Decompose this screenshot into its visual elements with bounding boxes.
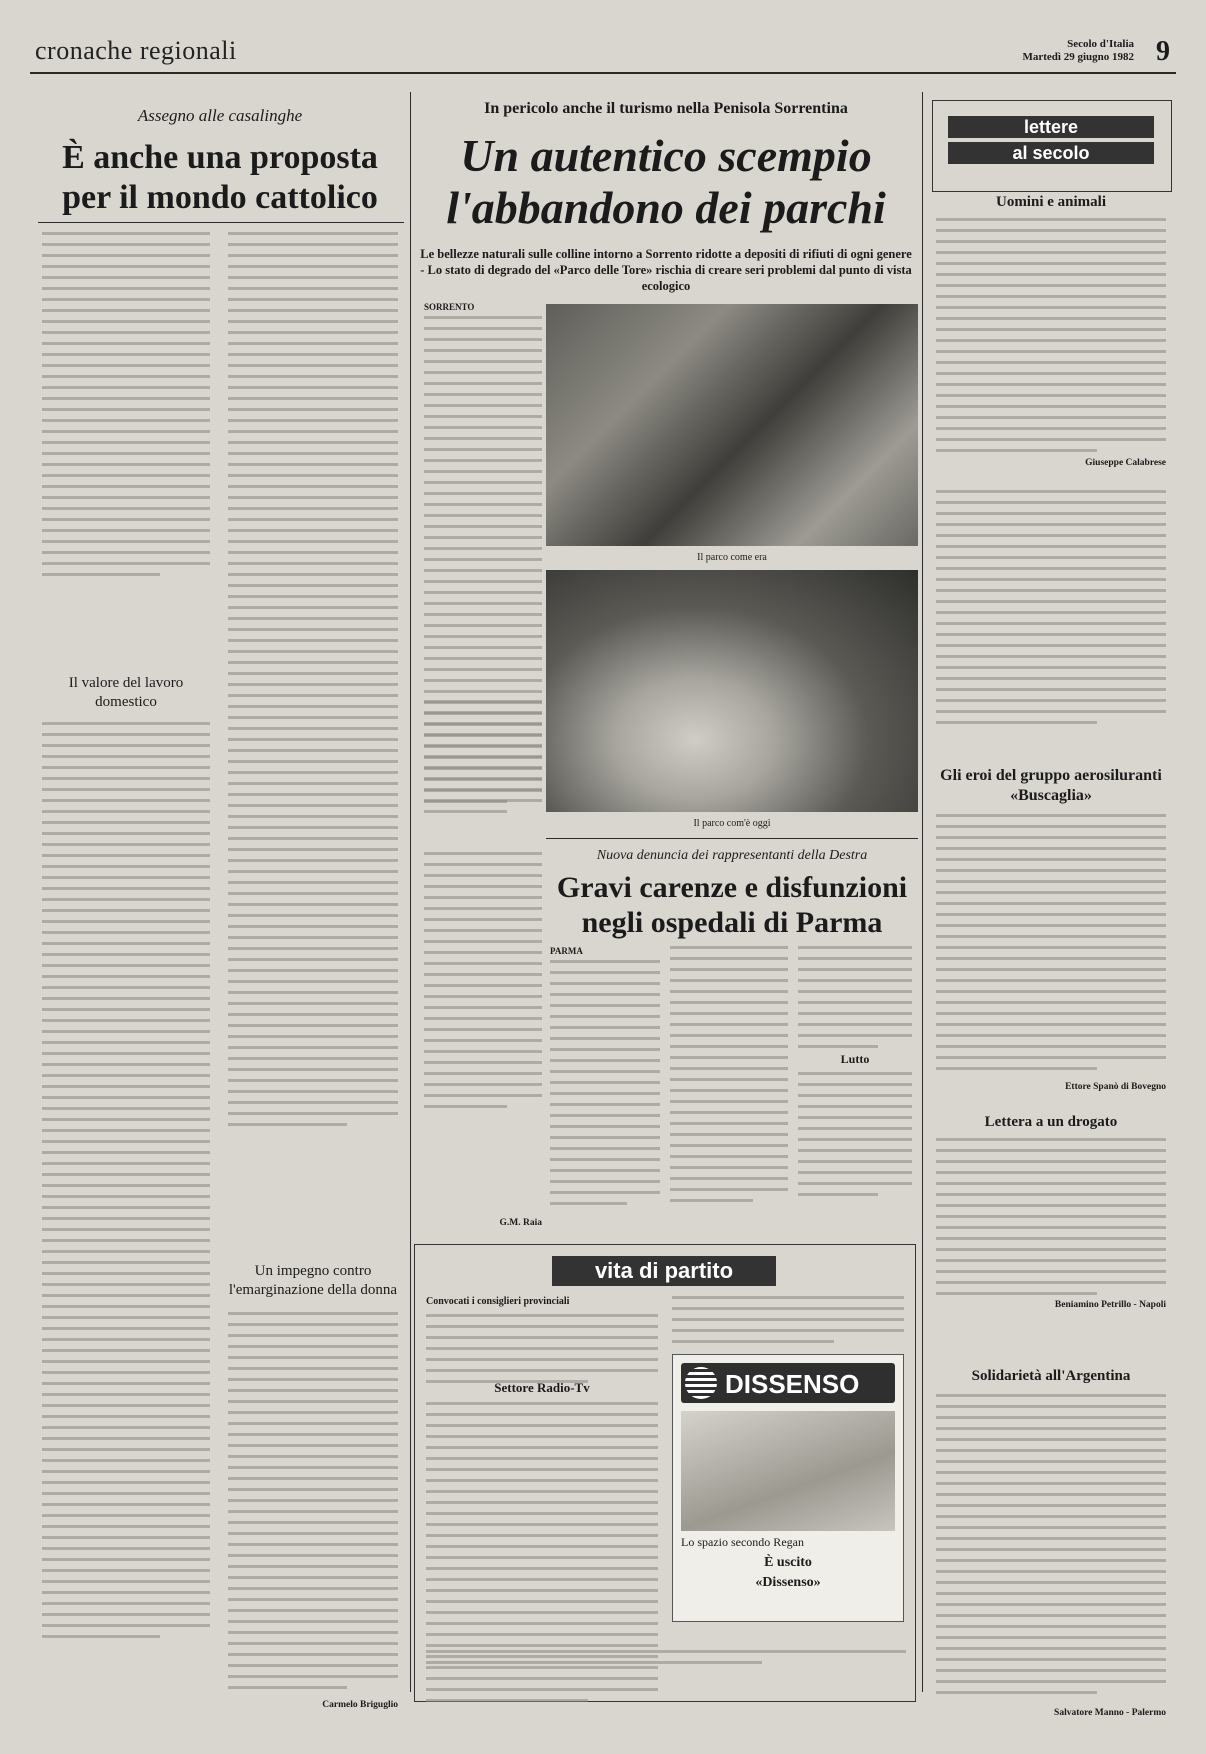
page-number: 9 bbox=[1156, 36, 1170, 67]
left-subhead-1: Il valore del lavoro domestico bbox=[68, 675, 184, 710]
issue-date: Martedì 29 giugno 1982 bbox=[1022, 51, 1134, 63]
right-head-1: Uomini e animali bbox=[995, 194, 1106, 210]
photo-caption-before: Il parco come era bbox=[697, 552, 767, 563]
text-column bbox=[936, 218, 1166, 460]
center-author: G.M. Raia bbox=[499, 1218, 542, 1228]
text-column bbox=[670, 946, 788, 1210]
text-column bbox=[936, 1394, 1166, 1702]
text-column bbox=[228, 232, 398, 1134]
center-dateline: SORRENTO bbox=[424, 302, 475, 312]
text-column bbox=[424, 852, 542, 1116]
parma-kicker: Nuova denuncia dei rappresentanti della Destra bbox=[596, 848, 868, 863]
ad-logo: DISSENSO bbox=[725, 1369, 860, 1399]
header-rule bbox=[30, 72, 1176, 74]
park-photo-before bbox=[546, 304, 918, 546]
dissenso-ad bbox=[672, 1354, 904, 1622]
center-kicker: In pericolo anche il turismo nella Penisola Sorrentina bbox=[484, 100, 848, 117]
party-subhead-1: Convocati i consiglieri provinciali bbox=[426, 1296, 570, 1307]
ad-title-1: È uscito bbox=[764, 1555, 812, 1570]
right-sig-1: Giuseppe Calabrese bbox=[1085, 458, 1166, 468]
text-column bbox=[550, 960, 660, 1213]
letters-title-2: al secolo bbox=[948, 142, 1154, 164]
text-column bbox=[424, 700, 542, 821]
column-divider bbox=[410, 92, 411, 1692]
text-column bbox=[228, 1312, 398, 1697]
text-column bbox=[936, 490, 1166, 732]
letters-title-1: lettere bbox=[948, 116, 1154, 138]
text-column bbox=[42, 232, 210, 584]
lutto-title: Lutto bbox=[840, 1052, 870, 1066]
globe-icon bbox=[685, 1367, 717, 1399]
text-column bbox=[672, 1296, 904, 1351]
party-box-title: vita di partito bbox=[552, 1256, 776, 1286]
section-title: cronache regionali bbox=[35, 36, 237, 65]
center-deck: Le bellezze naturali sulle colline intorno a Sorrento ridotte a depositi di rifiuti di ogni genere - Lo stato di degrado del «Parco delle Tore» rischia di creare seri problemi dal punto di vista ecologico bbox=[420, 247, 912, 293]
right-sig-3: Beniamino Petrillo - Napoli bbox=[1054, 1300, 1166, 1310]
text-column bbox=[42, 722, 210, 1646]
ad-illustration bbox=[681, 1411, 895, 1531]
text-column bbox=[936, 814, 1166, 1078]
right-sig-4: Salvatore Manno - Palermo bbox=[1054, 1708, 1166, 1718]
left-headline: È anche una proposta per il mondo cattolico bbox=[62, 139, 378, 216]
party-subhead-2: Settore Radio-Tv bbox=[494, 1380, 590, 1395]
right-head-2: Gli eroi del gruppo aerosiluranti «Buscaglia» bbox=[940, 767, 1162, 804]
parma-dateline: PARMA bbox=[550, 946, 583, 956]
parma-headline: Gravi carenze e disfunzioni negli ospedali di Parma bbox=[556, 871, 908, 939]
divider-rule bbox=[546, 838, 918, 839]
left-kicker: Assegno alle casalinghe bbox=[137, 106, 303, 125]
ad-line: Lo spazio secondo Regan bbox=[681, 1535, 804, 1549]
column-divider bbox=[922, 92, 923, 1692]
masthead bbox=[1022, 38, 1134, 64]
right-sig-2: Ettore Spanò di Bovegno bbox=[1065, 1082, 1166, 1092]
right-head-3: Lettera a un drogato bbox=[984, 1114, 1118, 1130]
text-column bbox=[798, 946, 912, 1056]
left-subhead-2: Un impegno contro l'emarginazione della donna bbox=[228, 1263, 398, 1298]
headline-rule bbox=[38, 222, 404, 223]
park-photo-after bbox=[546, 570, 918, 812]
paper-name: Secolo d'Italia bbox=[1067, 38, 1134, 50]
photo-caption-after: Il parco com'è oggi bbox=[693, 818, 771, 829]
text-column bbox=[426, 1650, 906, 1672]
ad-title-2: «Dissenso» bbox=[755, 1575, 821, 1590]
text-column bbox=[798, 1072, 912, 1204]
text-column bbox=[936, 1138, 1166, 1303]
left-author: Carmelo Briguglio bbox=[322, 1700, 398, 1710]
right-head-4: Solidarietà all'Argentina bbox=[971, 1368, 1131, 1384]
center-headline: Un autentico scempio l'abbandono dei parchi bbox=[446, 130, 886, 233]
